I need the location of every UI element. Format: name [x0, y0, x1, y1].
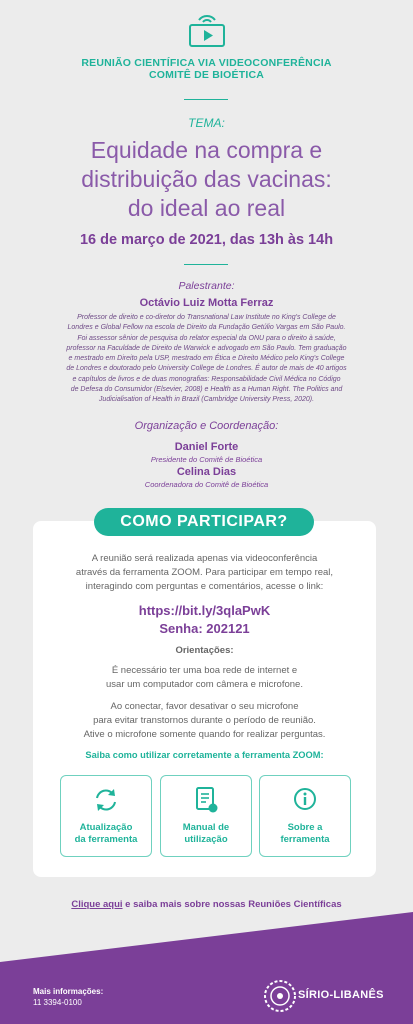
organization-label: Organização e Coordenação: — [134, 420, 279, 432]
label-line: Sobre a — [287, 822, 323, 833]
label-line: Manual de — [182, 822, 230, 833]
bio-line: de Londres e doutorado pelo University College de Londres. É autor de mais de 40 artigos — [66, 365, 347, 373]
orientation-line: usar um computador com câmera e microfone. — [106, 679, 303, 690]
manual-icon — [192, 786, 220, 814]
event-type: REUNIÃO CIENTÍFICA VIA VIDEOCONFERÊNCIA — [81, 57, 332, 69]
zoom-link[interactable]: https://bit.ly/3qlaPwK — [138, 603, 271, 618]
event-title — [0, 136, 413, 223]
divider — [184, 264, 228, 265]
button-label — [260, 822, 350, 846]
about-tool-button[interactable] — [259, 775, 351, 857]
intro-line: interagindo com perguntas e comentários, acesse o link: — [85, 581, 324, 592]
title-line: Equidade na compra e — [90, 137, 323, 163]
button-label — [61, 822, 151, 846]
label-line: Atualização — [79, 822, 133, 833]
label-line: ferramenta — [280, 834, 330, 845]
button-label — [161, 822, 251, 846]
manual-button[interactable] — [160, 775, 252, 857]
refresh-icon — [92, 786, 120, 814]
info-label: Mais informações: — [33, 987, 104, 996]
event-date: 16 de março de 2021, das 13h às 14h — [79, 232, 334, 248]
sirio-libanes-logo-icon — [260, 976, 300, 1016]
organizer-name: Daniel Forte — [174, 441, 239, 453]
participation-intro — [33, 552, 376, 594]
title-line: do ideal ao real — [127, 195, 286, 221]
label-line: utilização — [184, 834, 228, 845]
intro-line: A reunião será realizada apenas via videoconferência — [91, 553, 318, 564]
orientation-line: para evitar transtornos durante o período de reunião. — [93, 715, 316, 726]
bio-line: Judicialisation of Health in Brazil (Cambridge University Press, 2020). — [98, 396, 315, 404]
orientation-internet — [33, 664, 376, 692]
bio-line: de Defesa do Consumidor (Elsevier, 2008) e Health as a Human Right. The Politics and — [70, 386, 343, 394]
orientation-line: Ative o microfone somente quando for realizar perguntas. — [83, 729, 326, 740]
organizer-role: Coordenadora do Comitê de Bioética — [144, 480, 269, 489]
bio-line: Londres e Global Fellow na escola de Direito da Fundação Getúlio Vargas em São Paulo. — [67, 324, 346, 332]
zoom-password: Senha: 202121 — [159, 621, 250, 636]
footer-band — [0, 912, 413, 1024]
more-info-text: e saiba mais sobre nossas Reuniões Científicas — [122, 899, 342, 910]
intro-line: através da ferramenta ZOOM. Para participar em tempo real, — [75, 567, 334, 578]
more-info-line — [0, 899, 413, 910]
organizer-name: Celina Dias — [176, 466, 237, 478]
committee-name: COMITÊ DE BIOÉTICA — [148, 69, 265, 81]
bio-line: Professor de direito e co-diretor do Transnational Law Institute no King's College de — [77, 314, 336, 321]
bio-line: professor na Faculdade de Direito de Warwick e advogado em São Paulo. Tem graduação — [66, 344, 347, 352]
info-icon — [291, 786, 319, 814]
orientation-microphone — [33, 700, 376, 742]
participate-heading: COMO PARTICIPAR? — [94, 508, 314, 536]
title-line: distribuição das vacinas: — [81, 166, 332, 192]
orientation-line: Ao conectar, favor desativar o seu microfone — [110, 701, 299, 712]
zoom-help-label: Saiba como utilizar corretamente a ferramenta ZOOM: — [85, 750, 324, 760]
orientations-label: Orientações: — [175, 645, 234, 656]
video-broadcast-icon — [184, 12, 230, 48]
bio-line: Foi assessor sênior de pesquisa do relator especial da ONU para o direito à saúde, — [77, 334, 336, 342]
bio-line: e capítulos de livros e de duas monografias: Responsabilidade Civil Médica no Código — [72, 375, 341, 383]
speaker-bio — [28, 313, 385, 406]
brand-name: SÍRIO-LIBANÊS — [298, 989, 384, 1001]
event-header — [0, 57, 413, 81]
orientation-line: É necessário ter uma boa rede de internet e — [111, 665, 298, 676]
speaker-name: Octávio Luiz Motta Ferraz — [139, 297, 274, 309]
label-line: da ferramenta — [74, 834, 138, 845]
speaker-label: Palestrante: — [178, 280, 235, 292]
info-phone: 11 3394-0100 — [33, 998, 82, 1007]
click-here-link[interactable]: Clique aqui — [71, 899, 123, 910]
divider — [184, 99, 228, 100]
bio-line: e mestrado em Direito pela USP, mestrado em Ética e Direito Médico pelo King's College — [68, 355, 345, 363]
update-tool-button[interactable] — [60, 775, 152, 857]
tema-label: TEMA: — [188, 116, 225, 130]
organizer-role: Presidente do Comitê de Bioética — [150, 455, 263, 464]
